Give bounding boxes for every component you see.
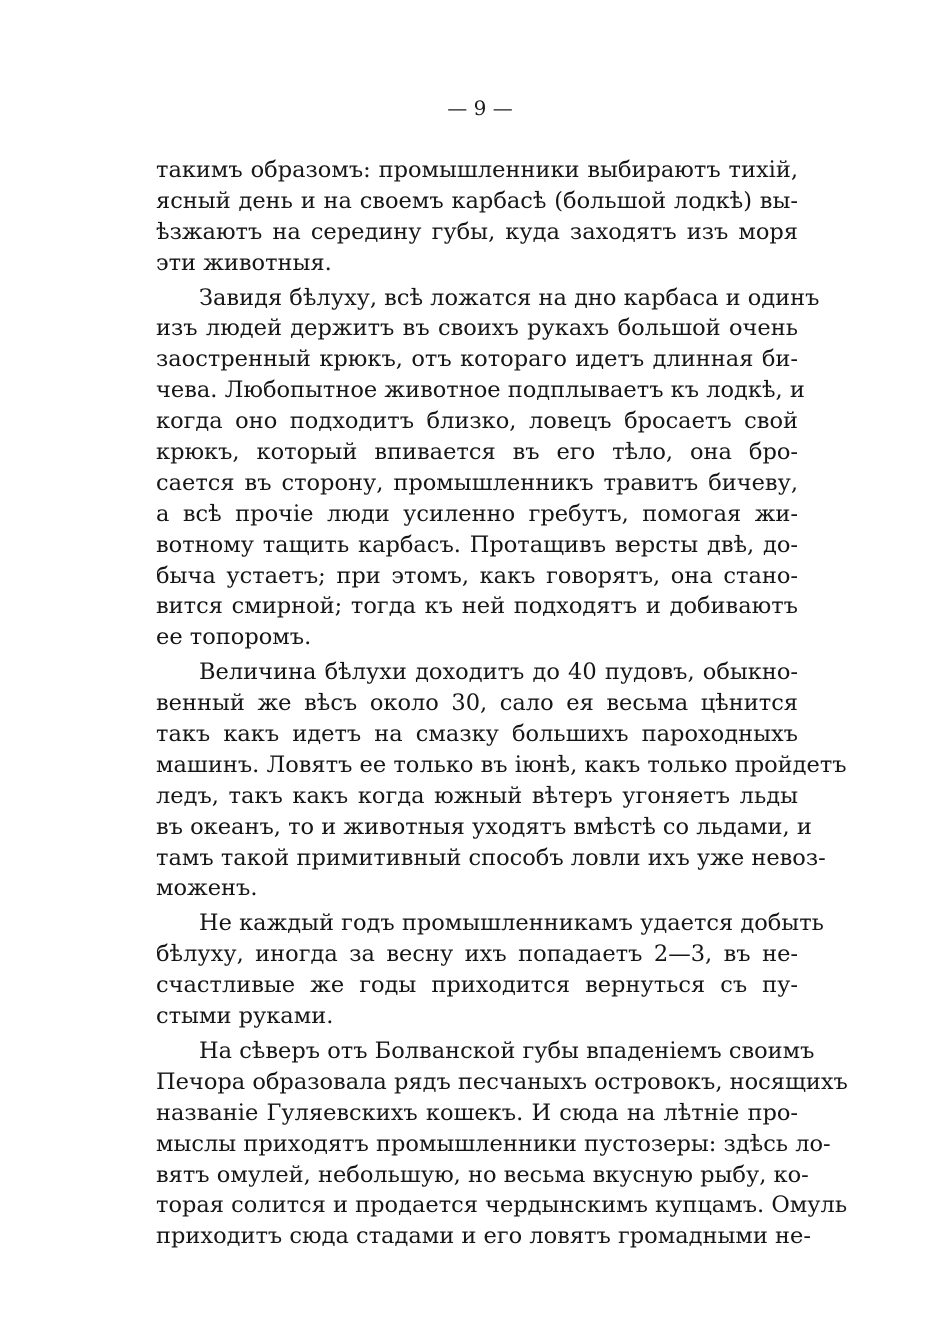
text-line: когда оно подходитъ близко, ловецъ бросаетъ свой: [156, 408, 798, 435]
text-line: венный же вѣсъ около 30, сало ея весьма цѣнится: [156, 690, 798, 717]
text-line: эти животныя.: [156, 249, 332, 276]
text-line: ее топоромъ.: [156, 624, 312, 651]
text-line: чева. Любопытное животное подплываетъ къ лодкѣ, и: [156, 377, 805, 404]
text-line: въ океанъ, то и животныя уходятъ вмѣстѣ со льдами, и: [156, 813, 812, 840]
text-line: Величина бѣлухи доходитъ до 40 пудовъ, обыкно-: [199, 659, 798, 686]
text-line: тамъ такой примитивный способъ ловли ихъ уже невоз-: [156, 844, 826, 871]
text-line: изъ людей держитъ въ своихъ рукахъ большой очень: [156, 315, 798, 342]
text-line: приходитъ сюда стадами и его ловятъ громадными не-: [156, 1223, 811, 1250]
paragraph: [156, 283, 820, 654]
text-line: вотному тащить карбасъ. Протащивъ версты двѣ, до-: [156, 531, 798, 558]
page-number: — 9 —: [447, 96, 513, 120]
paragraph: [156, 657, 847, 904]
text-line: вятъ омулей, небольшую, но весьма вкусную рыбу, ко-: [156, 1161, 809, 1188]
text-line: машинъ. Ловятъ ее только въ іюнѣ, какъ только пройдетъ: [156, 751, 847, 778]
text-line: На сѣверъ отъ Болванской губы впаденіемъ своимъ: [199, 1037, 815, 1064]
text-line: а всѣ прочіе люди усиленно гребутъ, помогая жи-: [156, 500, 798, 527]
paragraph: [156, 155, 798, 279]
text-line: Завидя бѣлуху, всѣ ложатся на дно карбаса и одинъ: [199, 284, 820, 311]
text-line: крюкъ, который впивается въ его тѣло, она бро-: [156, 439, 798, 466]
text-line: торая солится и продается чердынскимъ купцамъ. Омуль: [156, 1192, 848, 1219]
text-line: такимъ образомъ: промышленники выбираютъ тихій,: [156, 157, 798, 183]
text-line: заостренный крюкъ, отъ котораго идетъ длинная би-: [156, 346, 798, 373]
text-line: ѣзжаютъ на середину губы, куда заходятъ изъ моря: [156, 218, 798, 245]
text-line: ясный день и на своемъ карбасѣ (большой лодкѣ) вы-: [156, 187, 798, 214]
text-line: моженъ.: [156, 875, 258, 902]
paragraph: [156, 908, 824, 1032]
text-line: вится смирной; тогда къ ней подходятъ и добиваютъ: [156, 593, 798, 620]
text-line: сается въ сторону, промышленникъ травитъ бичеву,: [156, 469, 798, 496]
paragraph: [156, 1036, 848, 1252]
text-line: бѣлуху, иногда за весну ихъ попадаетъ 2—3, въ не-: [156, 941, 798, 968]
text-line: Печора образовала рядъ песчаныхъ островокъ, носящихъ: [156, 1068, 848, 1095]
text-line: мыслы приходятъ промышленники пустозеры: здѣсь ло-: [156, 1130, 831, 1157]
text-body: [156, 155, 848, 1252]
text-line: ледъ, такъ какъ когда южный вѣтеръ угоняетъ льды: [156, 782, 798, 809]
text-line: стыми руками.: [156, 1003, 334, 1030]
text-line: Не каждый годъ промышленникамъ удается добыть: [199, 910, 824, 937]
text-line: счастливые же годы приходится вернуться съ пу-: [156, 972, 798, 999]
text-line: названіе Гуляевскихъ кошекъ. И сюда на лѣтніе про-: [156, 1099, 798, 1126]
text-line: быча устаетъ; при этомъ, какъ говорятъ, она стано-: [156, 562, 798, 589]
text-line: такъ какъ идетъ на смазку большихъ пароходныхъ: [156, 721, 798, 748]
